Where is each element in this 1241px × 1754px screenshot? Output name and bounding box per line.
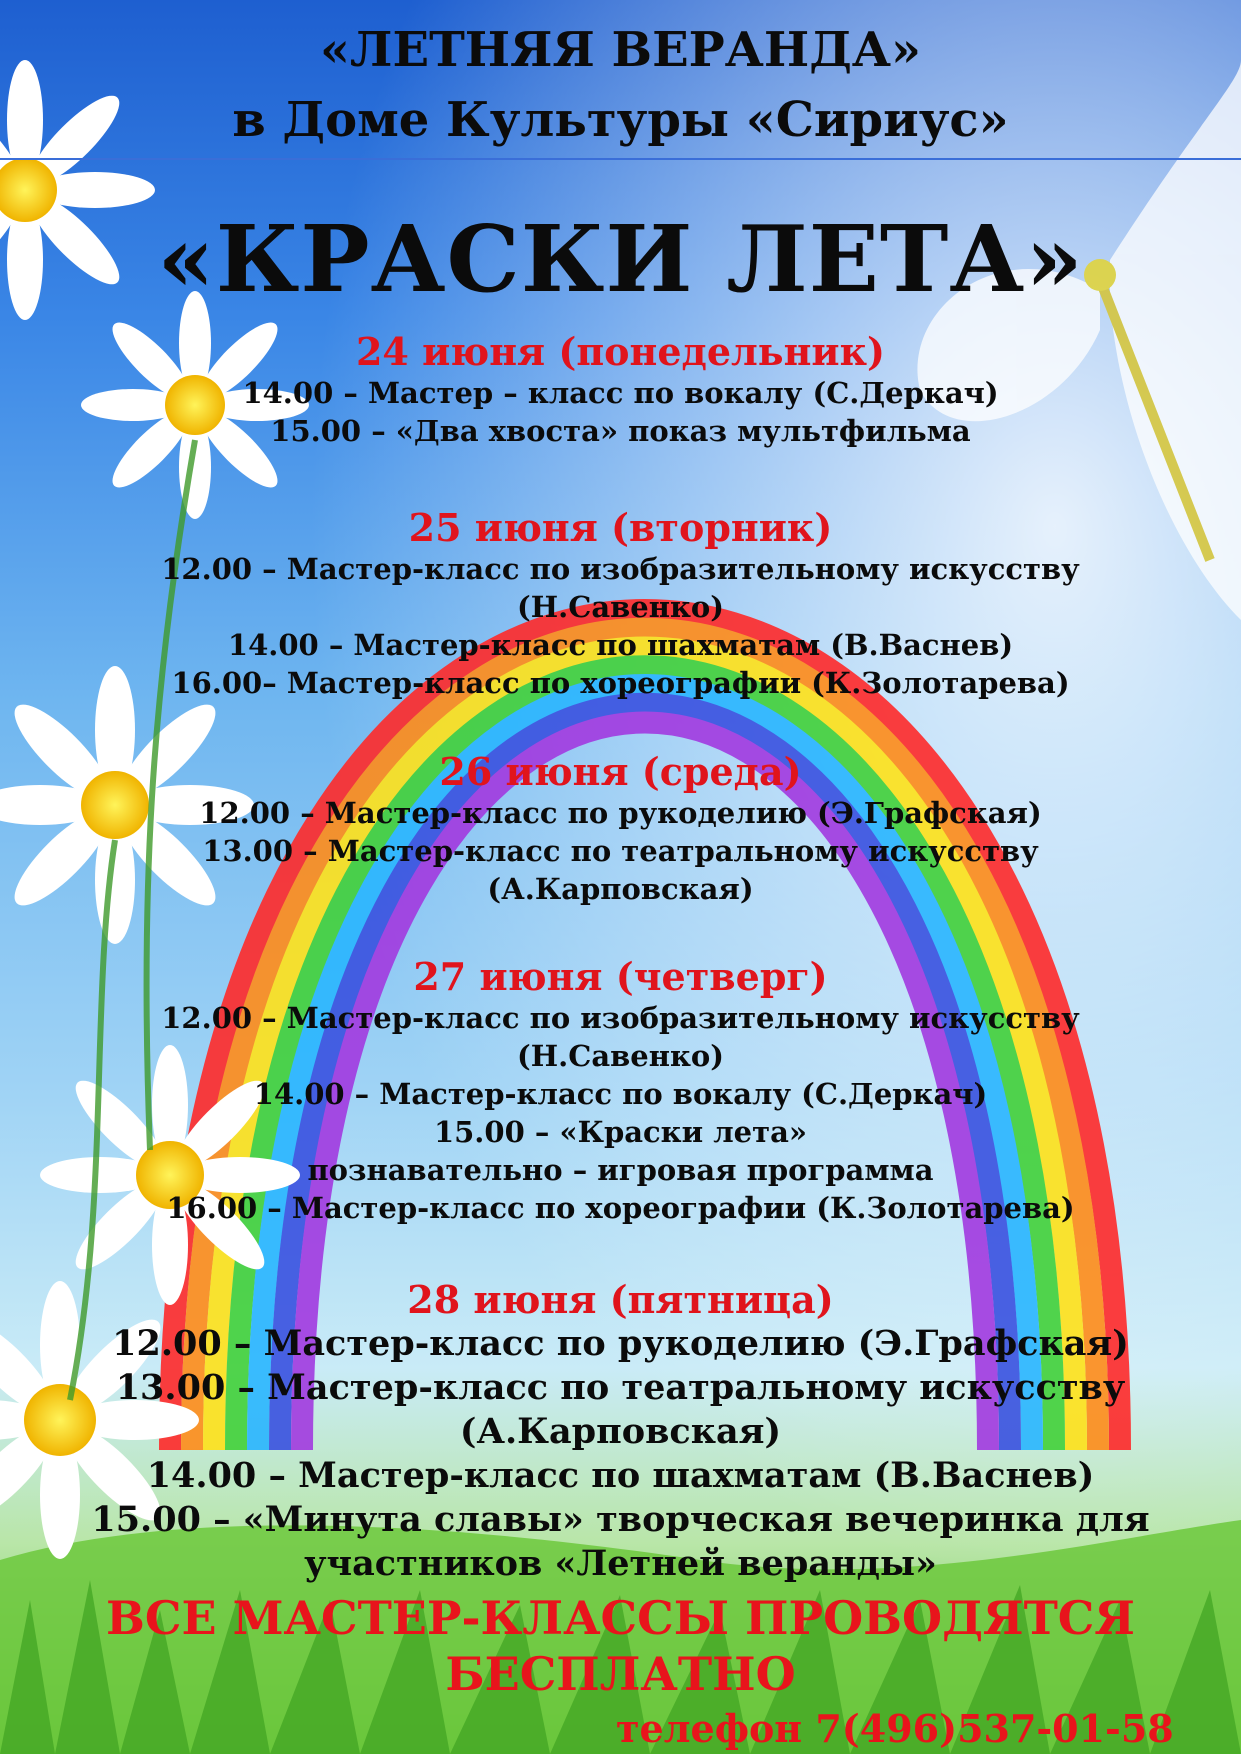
- event-line: 13.00 – Мастер-класс по театральному искусству: [202, 834, 1039, 868]
- event-line: (Н.Савенко): [517, 590, 724, 624]
- day-date: 28 июня (пятница): [407, 1277, 834, 1322]
- event-line: 15.00 – «Минута славы» творческая вечеринка для: [91, 1499, 1150, 1540]
- event-line: 15.00 – «Краски лета»: [433, 1115, 808, 1149]
- event-line: 12.00 – Мастер-класс по рукоделию (Э.Графская): [112, 1323, 1129, 1364]
- event-line: (А.Карповская): [459, 1411, 782, 1452]
- day-date: 27 июня (четверг): [413, 954, 828, 999]
- day-date: 25 июня (вторник): [408, 505, 833, 550]
- header-line2: в Доме Культуры «Сириус»: [232, 92, 1009, 148]
- event-line: 14.00 – Мастер-класс по шахматам (В.Васнев): [146, 1455, 1095, 1496]
- header-divider: [0, 158, 1241, 160]
- day-date: 26 июня (среда): [439, 749, 802, 794]
- event-line: участников «Летней веранды»: [304, 1543, 937, 1584]
- event-line: познавательно – игровая программа: [307, 1153, 934, 1187]
- event-line: 16.00 – Мастер-класс по хореографии (К.Золотарева): [166, 1191, 1075, 1225]
- day-block-24: [0, 330, 1241, 450]
- header-line1: «ЛЕТНЯЯ ВЕРАНДА»: [320, 22, 921, 78]
- event-line: 15.00 – «Два хвоста» показ мультфильма: [270, 414, 971, 448]
- event-line: (А.Карповская): [487, 872, 754, 906]
- day-block-28: [0, 1278, 1241, 1586]
- day-date: 24 июня (понедельник): [355, 329, 885, 374]
- free-notice: [0, 1590, 1241, 1702]
- event-line: 12.00 – Мастер-класс по изобразительному искусству: [161, 1001, 1080, 1035]
- day-block-25: [0, 506, 1241, 702]
- event-line: 14.00 – Мастер-класс по вокалу (С.Деркач): [253, 1077, 988, 1111]
- free-notice-line1: ВСЕ МАСТЕР-КЛАССЫ ПРОВОДЯТСЯ: [106, 1591, 1135, 1645]
- phone-number: телефон 7(496)537-01-58: [616, 1706, 1174, 1751]
- event-title: «КРАСКИ ЛЕТА»: [157, 205, 1084, 313]
- event-line: 13.00 – Мастер-класс по театральному искусству: [115, 1367, 1126, 1408]
- day-block-27: [0, 955, 1241, 1227]
- event-line: 16.00– Мастер-класс по хореографии (К.Золотарева): [171, 666, 1070, 700]
- free-notice-line2: БЕСПЛАТНО: [445, 1647, 796, 1701]
- event-line: 14.00 – Мастер-класс по шахматам (В.Васнев): [227, 628, 1014, 662]
- event-line: 12.00 – Мастер-класс по рукоделию (Э.Графская): [199, 796, 1042, 830]
- event-line: (Н.Савенко): [517, 1039, 724, 1073]
- event-line: 12.00 – Мастер-класс по изобразительному искусству: [161, 552, 1080, 586]
- day-block-26: [0, 750, 1241, 908]
- event-line: 14.00 – Мастер – класс по вокалу (С.Деркач): [242, 376, 999, 410]
